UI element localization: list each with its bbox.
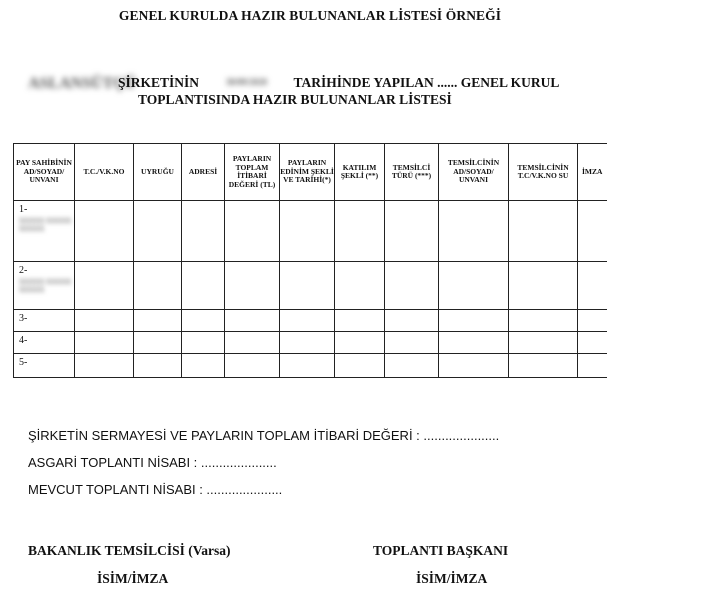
col-header-total-nominal-value: PAYLARIN TOPLAM İTİBARİ DEĞERİ (TL) [225, 144, 280, 201]
attendance-table [13, 143, 618, 378]
ministry-rep-signature: İSİM/İMZA [97, 571, 169, 586]
row-label-cell [14, 332, 75, 354]
table-clip-mask [607, 140, 711, 385]
table-row [14, 332, 618, 354]
col-header-signature: İMZA [578, 144, 618, 201]
row-label: 3- [19, 313, 28, 324]
redacted-shareholder: XXXXX XXXXX XXXXX [19, 217, 72, 233]
table-header-row [14, 144, 618, 201]
chairman-label: TOPLANTI BAŞKANI [373, 543, 509, 558]
col-header-rep-type: TEMSİLCİ TÜRÜ (***) [385, 144, 439, 201]
capital-line: ŞİRKETİN SERMAYESİ VE PAYLARIN TOPLAM İTİBARİ DEĞERİ : ..................... [28, 428, 500, 443]
col-header-shareholder: PAY SAHİBİNİN AD/SOYAD/ UNVANI [14, 144, 75, 201]
col-header-address: ADRESİ [182, 144, 225, 201]
table-row [14, 262, 618, 310]
redacted-company-name: ASLANSÜTÇÜ [28, 75, 137, 92]
table-row [14, 310, 618, 332]
ministry-rep-label: BAKANLIK TEMSİLCİSİ (Varsa) [28, 543, 231, 558]
row-label: 2- [19, 265, 28, 276]
table-row [14, 354, 618, 378]
chairman-signature: İSİM/İMZA [416, 571, 488, 586]
row-label-cell [14, 262, 75, 310]
row-label-cell [14, 201, 75, 262]
redacted-date: 30/09/2020 [226, 77, 268, 87]
col-header-rep-tc: TEMSİLCİNİN T.C/V.K.NO SU [509, 144, 578, 201]
heading-rest: TARİHİNDE YAPILAN ...... GENEL KURUL [293, 75, 560, 90]
col-header-rep-name: TEMSİLCİNİN AD/SOYAD/ UNVANI [439, 144, 509, 201]
min-quorum-line: ASGARİ TOPLANTI NİSABI : ..................... [28, 455, 277, 470]
row-label-cell [14, 310, 75, 332]
heading-line-1 [118, 75, 559, 91]
row-label: 1- [19, 204, 28, 215]
current-quorum-line: MEVCUT TOPLANTI NİSABI : ..................... [28, 482, 283, 497]
redacted-shareholder: XXXXX XXXXX XXXXX [19, 278, 72, 294]
row-label: 4- [19, 335, 28, 346]
col-header-tc-vkno: T.C./V.K.NO [75, 144, 134, 201]
col-header-participation: KATILIM ŞEKLİ (**) [335, 144, 385, 201]
row-label: 5- [19, 357, 28, 368]
col-header-nationality: UYRUĞU [134, 144, 182, 201]
document-title: GENEL KURULDA HAZIR BULUNANLAR LİSTESİ ÖRNEĞİ [118, 8, 502, 23]
table-row [14, 201, 618, 262]
row-label-cell [14, 354, 75, 378]
col-header-acquisition: PAYLARIN EDİNİM ŞEKLİ VE TARİHİ(*) [280, 144, 335, 201]
heading-line-2: TOPLANTISINDA HAZIR BULUNANLAR LİSTESİ [138, 92, 452, 107]
heading-sirketinin: ŞİRKETİNİN [118, 75, 200, 90]
